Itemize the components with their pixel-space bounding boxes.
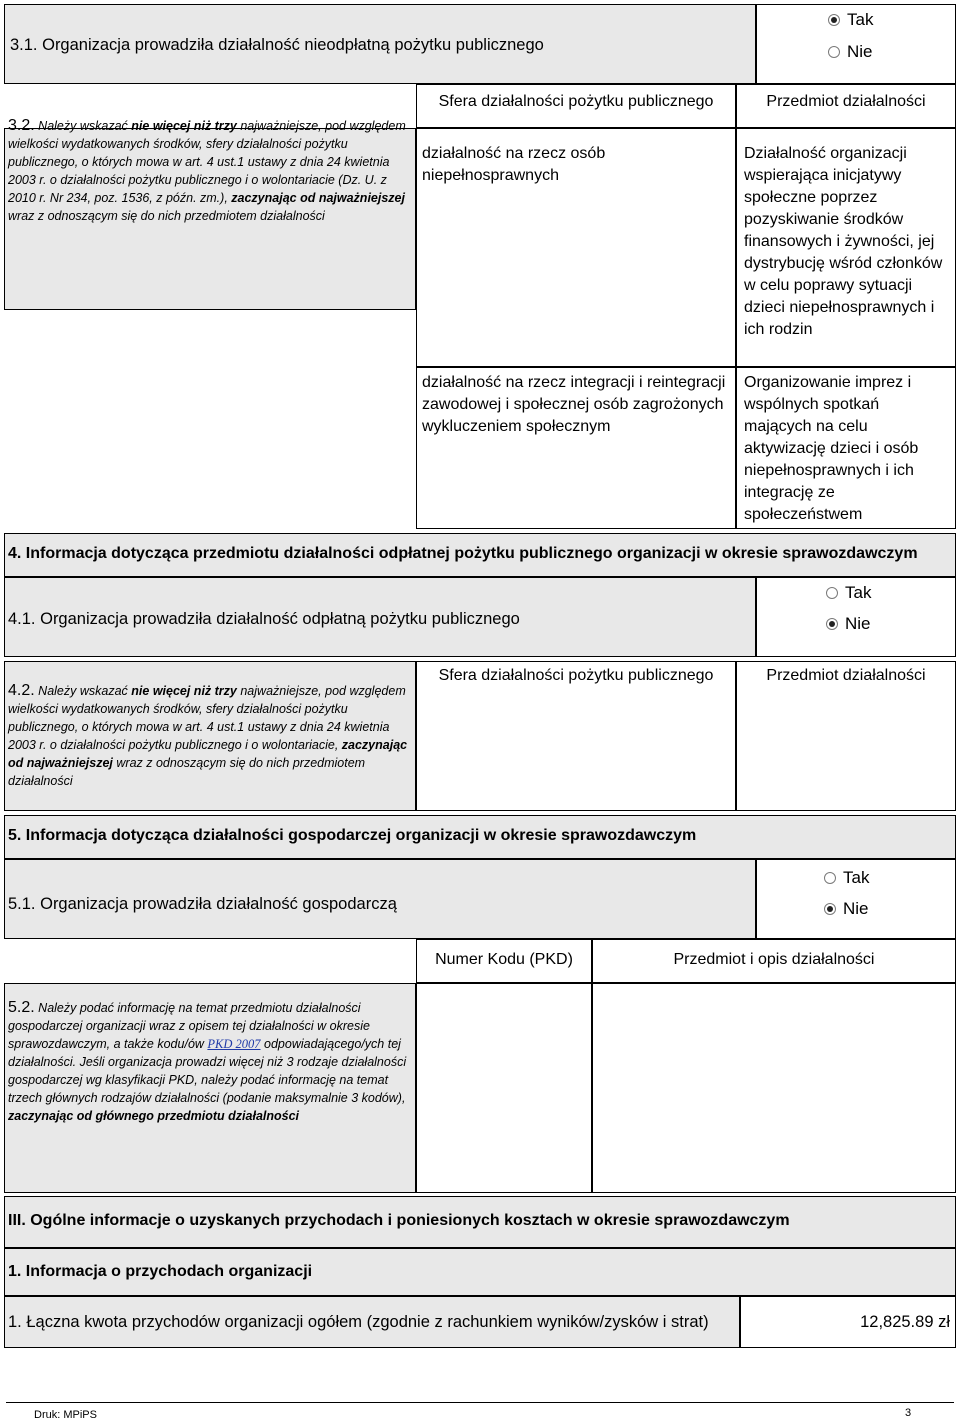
s32-row1-sfera: działalność na rzecz osób niepełnosprawnych	[422, 145, 606, 184]
s31-no-radio[interactable]	[828, 42, 873, 62]
s32-p4: wraz z odnoszącym się do nich przedmiotem działalności	[8, 209, 325, 223]
s42-p2: najważniejsze, pod względem wielkości wydatkowanych środków, sfery działalności pożytku publicznego, o których mowa w art. 4 ust.1 ustawy z dnia 24 kwietnia 2003 r. o działalności pożytku publicznego i o wolontariacie,	[8, 684, 406, 752]
s3-title: III. Ogólne informacje o uzyskanych przychodach i poniesionych kosztach w okresie sprawozdawczym	[8, 1212, 790, 1229]
s51-no-label: Nie	[843, 899, 869, 918]
radio-empty-icon	[828, 46, 840, 58]
s52-opis-cell	[592, 983, 956, 1193]
footer-page-number: 3	[905, 1407, 912, 1419]
s41-yes-radio[interactable]	[826, 583, 871, 603]
radio-checked-icon	[828, 14, 840, 26]
s32-p2: najważniejsze, pod względem wielkości wydatkowanych środków, sfery działalności pożytku publicznego, o których mowa w art. 4 ust.1 ustawy z dnia 24 kwietnia 2003 r. o działalności pożytku publicznego i o wolontariacie (Dz. U. z 2010 r. Nr 234, poz. 1536, z późn. zm.),	[8, 119, 406, 205]
s3-row1-value: 12,825.89 zł	[860, 1313, 950, 1331]
s51-yes-label: Tak	[843, 868, 870, 887]
s42-instructions	[8, 682, 412, 790]
s52-header-opis: Przedmiot i opis działalności	[673, 951, 875, 968]
s51-yes-radio[interactable]	[824, 868, 869, 888]
s4-title: 4. Informacja dotycząca przedmiotu działalności odpłatnej pożytku publicznego organizacji w okresie sprawozdawczym	[8, 545, 918, 562]
s31-yes-label: Tak	[847, 10, 874, 29]
radio-empty-icon	[824, 872, 836, 884]
s42-header-sfera: Sfera działalności pożytku publicznego	[438, 667, 714, 684]
s3-sub1: 1. Informacja o przychodach organizacji	[8, 1263, 313, 1280]
s41-label: 4.1. Organizacja prowadziła działalność odpłatną pożytku publicznego	[8, 610, 520, 628]
s51-label: 5.1. Organizacja prowadziła działalność gospodarczą	[8, 895, 397, 913]
radio-empty-icon	[826, 587, 838, 599]
s32-row1-przedmiot: Działalność organizacji wspierająca inicjatywy społeczne poprzez pozyskiwanie środków finansowych i żywności, jej dystrybucję wśród członków w celu poprawy sytuacji dzieci niepełnosprawnych i ich rodzin	[744, 145, 943, 338]
s52-p1: Należy podać informację na temat przedmiotu działalności gospodarczej organizacji wraz z opisem tej działalności w okresie sprawozdawczym, a także kodu/ów	[8, 1001, 370, 1051]
s42-p4: wraz z odnoszącym się do nich przedmiotem działalności	[8, 756, 366, 788]
s5-title: 5. Informacja dotycząca działalności gospodarczej organizacji w okresie sprawozdawczym	[8, 827, 697, 844]
s31-label: 3.1. Organizacja prowadziła działalność nieodpłatną pożytku publicznego	[10, 36, 544, 54]
s42-num: 4.2.	[8, 682, 35, 699]
s41-yes-label: Tak	[845, 583, 872, 602]
pkd-2007-link[interactable]: PKD 2007	[207, 1037, 261, 1051]
s32-p1b: nie więcej niż trzy	[131, 119, 237, 133]
s51-no-radio[interactable]	[824, 899, 869, 919]
s52-p2: odpowiadającego/ych tej działalności. Jeśli organizacja prowadzi więcej niż 3 rodzaje działalności gospodarczej wg klasyfikacji PKD, należy podać informację na temat trzech głównych rodzajów działalności (podanie maksymalnie 3 kodów),	[8, 1037, 407, 1105]
s31-no-label: Nie	[847, 42, 873, 61]
s41-no-label: Nie	[845, 614, 871, 633]
s52-header-kod: Numer Kodu (PKD)	[435, 951, 573, 968]
s52-kod-cell	[416, 983, 592, 1193]
s32-p1: Należy wskazać	[38, 119, 128, 133]
s32-instructions	[8, 117, 412, 225]
radio-checked-icon	[824, 903, 836, 915]
footer-print-label: Druk: MPiPS	[34, 1409, 97, 1421]
s32-row2-sfera: działalność na rzecz integracji i reintegracji zawodowej i społecznej osób zagrożonych wykluczeniem społecznym	[422, 374, 726, 435]
s52-p3b: zaczynając od głównego przedmiotu działalności	[8, 1109, 300, 1123]
s42-p1: Należy wskazać	[38, 684, 128, 698]
s32-row2-przedmiot: Organizowanie imprez i wspólnych spotkań mających na celu aktywizację dzieci i osób niepełnosprawnych i ich integrację ze społeczeństwem	[744, 374, 919, 523]
s32-num: 3.2.	[8, 117, 35, 134]
s52-instructions	[8, 999, 412, 1125]
s42-header-przedmiot: Przedmiot działalności	[766, 667, 926, 684]
s3-row1-label: 1. Łączna kwota przychodów organizacji ogółem (zgodnie z rachunkiem wyników/zysków i strat)	[8, 1313, 709, 1331]
s42-p3b: zaczynając od najważniejszej	[8, 738, 408, 770]
s32-header-sfera: Sfera działalności pożytku publicznego	[438, 93, 714, 110]
radio-checked-icon	[826, 618, 838, 630]
s42-p1b: nie więcej niż trzy	[131, 684, 237, 698]
s52-num: 5.2.	[8, 999, 35, 1016]
s31-yes-radio[interactable]	[828, 10, 873, 30]
s41-no-radio[interactable]	[826, 614, 871, 634]
s32-header-przedmiot: Przedmiot działalności	[766, 93, 926, 110]
s32-p3b: zaczynając od najważniejszej	[231, 191, 405, 205]
footer-divider	[6, 1402, 954, 1403]
